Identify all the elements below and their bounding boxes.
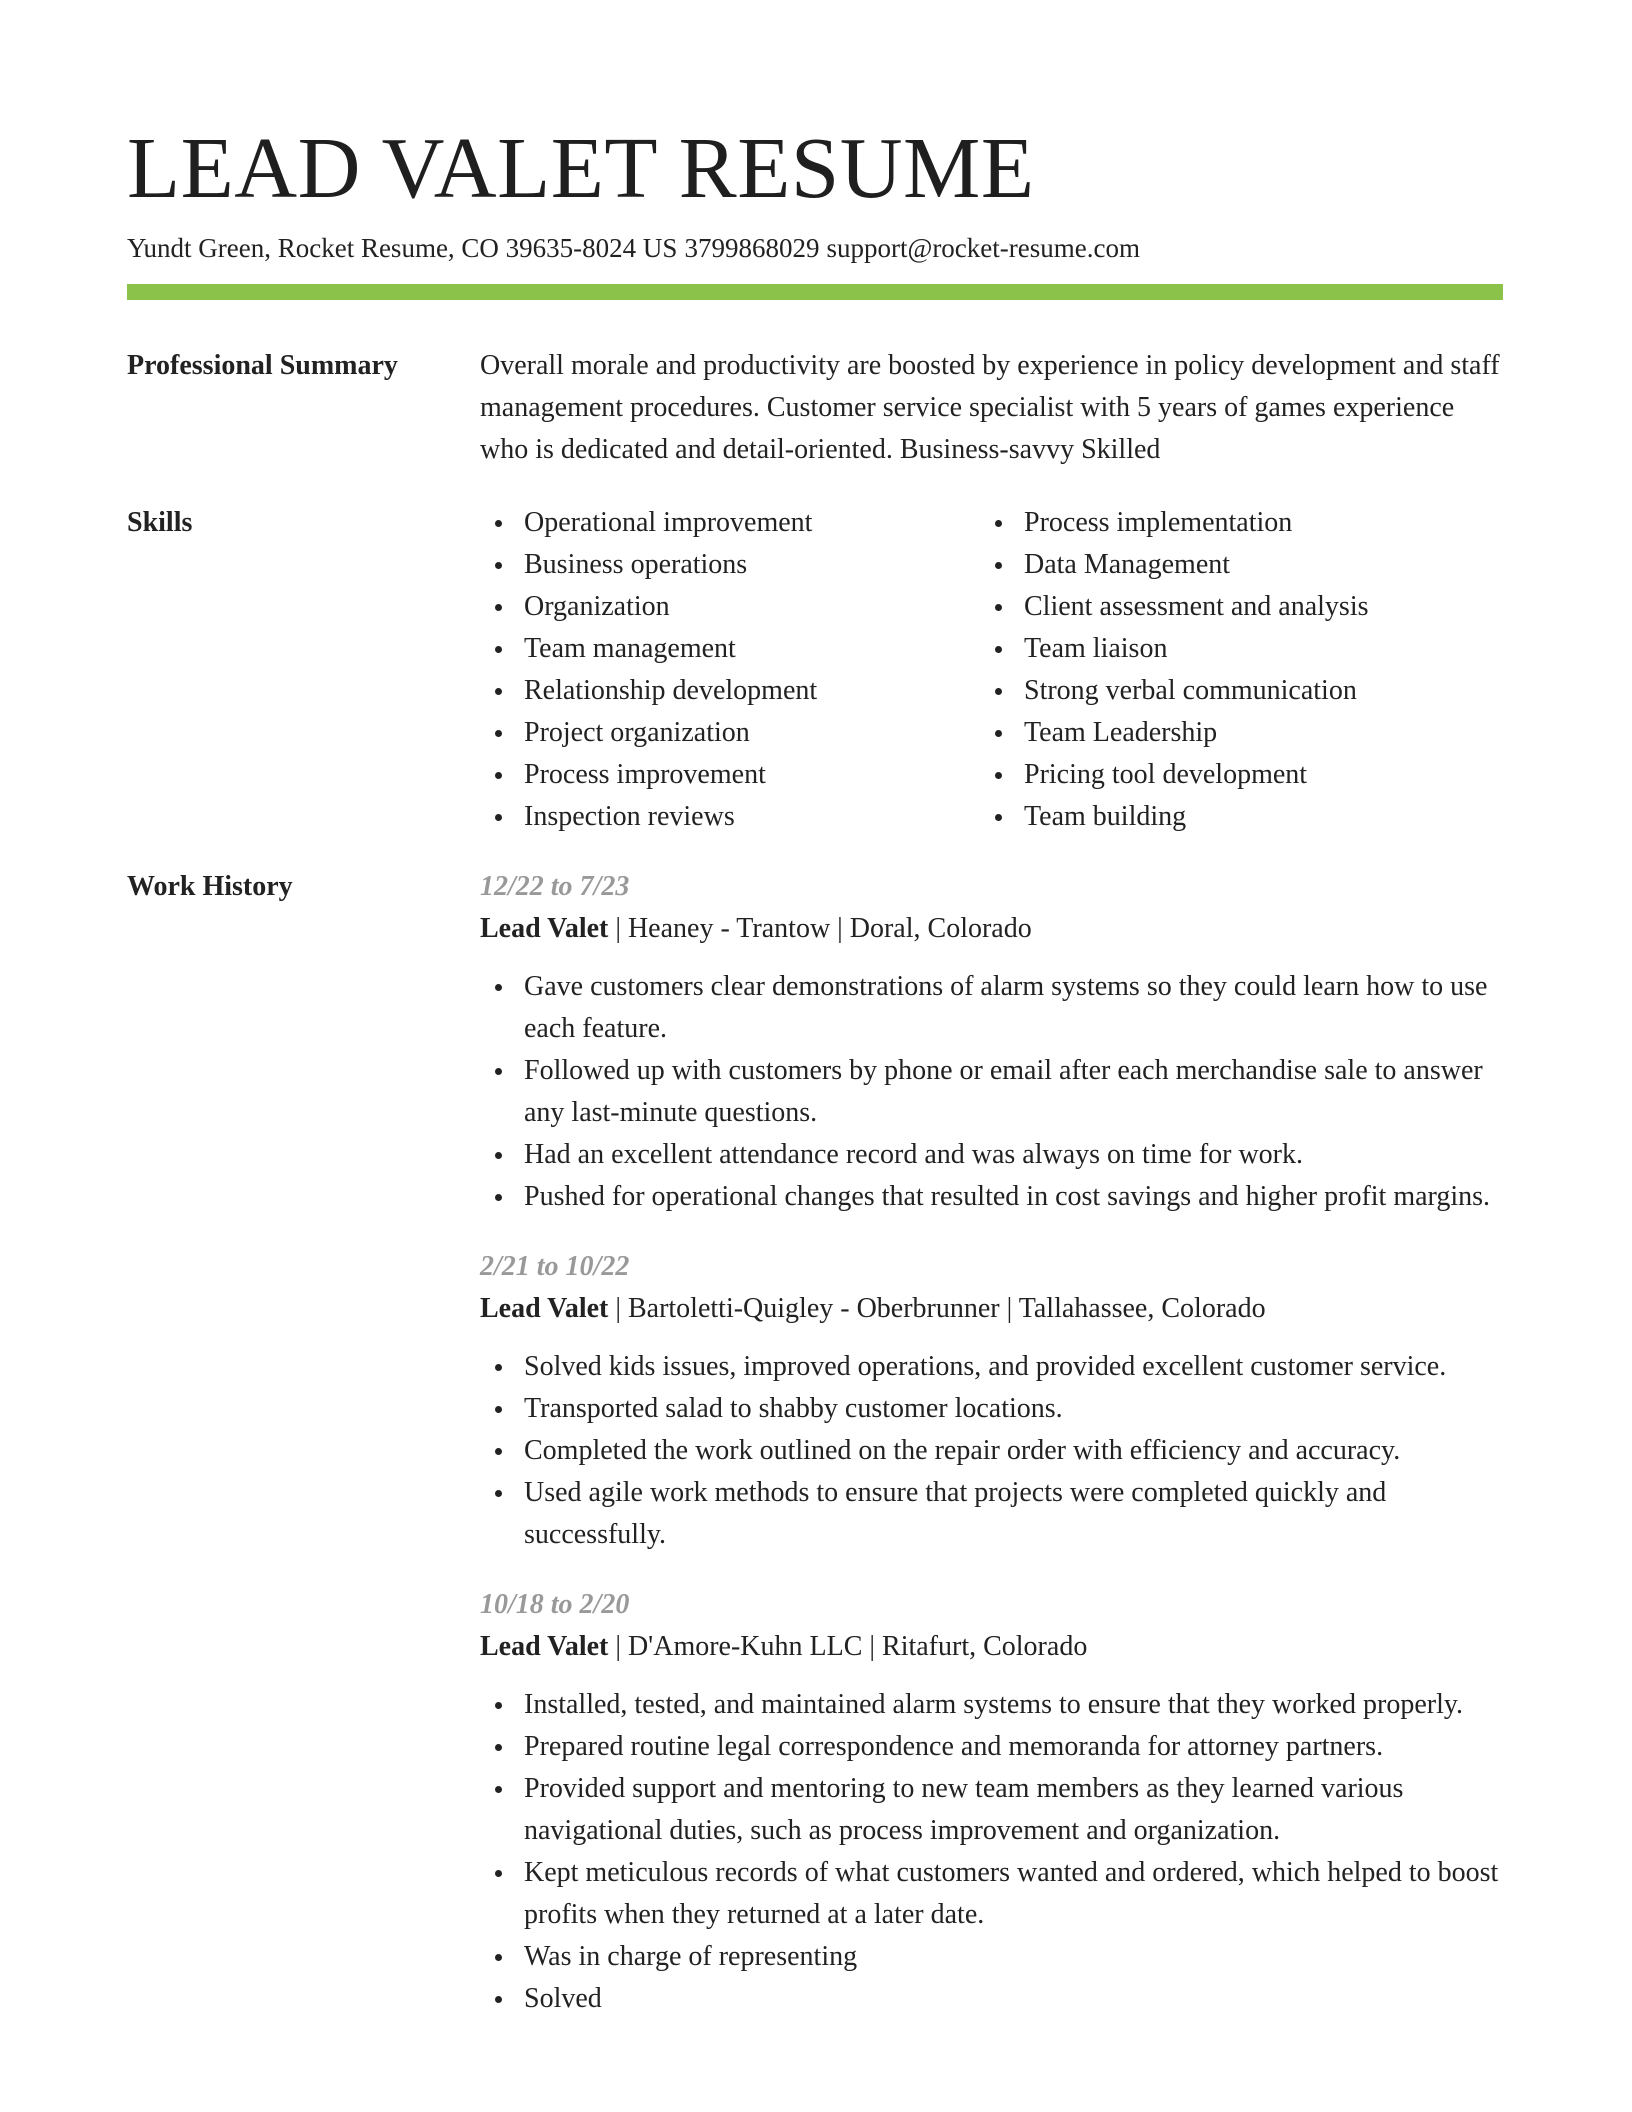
contact-email: support@rocket-resume.com bbox=[826, 233, 1140, 263]
skill-item: Team Leadership bbox=[980, 712, 1480, 754]
work-history-body bbox=[480, 866, 1503, 2048]
job-heading bbox=[480, 908, 1503, 950]
job-entry bbox=[480, 1584, 1503, 2020]
contact-phone: 3799868029 bbox=[684, 233, 820, 263]
skill-item: Client assessment and analysis bbox=[980, 586, 1480, 628]
summary-section bbox=[127, 345, 1503, 475]
skill-item: Pricing tool development bbox=[980, 754, 1480, 796]
skill-item: Project organization bbox=[480, 712, 980, 754]
job-bullet: Transported salad to shabby customer locations. bbox=[480, 1388, 1503, 1430]
contact-address: Yundt Green, Rocket Resume, CO 39635-8024 US bbox=[127, 233, 678, 263]
work-history-section bbox=[127, 866, 1503, 2096]
job-entry bbox=[480, 1246, 1503, 1556]
skills-heading: Skills bbox=[127, 507, 193, 538]
header-divider bbox=[127, 284, 1503, 300]
job-bullet: Had an excellent attendance record and was always on time for work. bbox=[480, 1134, 1503, 1176]
job-bullet-list bbox=[480, 1346, 1503, 1556]
job-bullet: Gave customers clear demonstrations of alarm systems so they could learn how to use each feature. bbox=[480, 966, 1503, 1050]
job-bullet: Solved kids issues, improved operations, and provided excellent customer service. bbox=[480, 1346, 1503, 1388]
skill-item: Operational improvement bbox=[480, 502, 980, 544]
work-history-heading: Work History bbox=[127, 871, 293, 902]
skill-item: Team management bbox=[480, 628, 980, 670]
job-bullet: Followed up with customers by phone or email after each merchandise sale to answer any last-minute questions. bbox=[480, 1050, 1503, 1134]
skill-item: Business operations bbox=[480, 544, 980, 586]
job-bullet: Pushed for operational changes that resulted in cost savings and higher profit margins. bbox=[480, 1176, 1503, 1218]
skill-item: Organization bbox=[480, 586, 980, 628]
page-title: LEAD VALET RESUME bbox=[127, 119, 1035, 216]
skill-item: Process improvement bbox=[480, 754, 980, 796]
job-title: Lead Valet bbox=[480, 1293, 609, 1324]
summary-text: Overall morale and productivity are boosted by experience in policy development and staff management procedures. Customer service specialist with 5 years of games experience who is dedicated and detail-oriented. Business-savvy Skilled bbox=[480, 350, 1500, 465]
job-bullet: Solved bbox=[480, 1978, 1503, 2020]
job-dates: 12/22 to 7/23 bbox=[480, 871, 630, 902]
summary-body bbox=[480, 345, 1503, 471]
job-bullet: Installed, tested, and maintained alarm systems to ensure that they worked properly. bbox=[480, 1684, 1503, 1726]
job-bullet: Used agile work methods to ensure that projects were completed quickly and successfully. bbox=[480, 1472, 1503, 1556]
skill-item: Strong verbal communication bbox=[980, 670, 1480, 712]
skills-list-right bbox=[980, 502, 1480, 838]
skills-list-left bbox=[480, 502, 980, 838]
job-heading bbox=[480, 1288, 1503, 1330]
skill-item: Relationship development bbox=[480, 670, 980, 712]
skills-section bbox=[127, 502, 1503, 842]
skill-item: Data Management bbox=[980, 544, 1480, 586]
job-details: | Bartoletti-Quigley - Oberbrunner | Tallahassee, Colorado bbox=[608, 1293, 1266, 1324]
job-details: | D'Amore-Kuhn LLC | Ritafurt, Colorado bbox=[608, 1631, 1088, 1662]
summary-heading: Professional Summary bbox=[127, 350, 398, 381]
skill-item: Inspection reviews bbox=[480, 796, 980, 838]
resume-header bbox=[127, 118, 1503, 266]
contact-line bbox=[127, 230, 1503, 266]
skill-item: Team liaison bbox=[980, 628, 1480, 670]
skill-item: Team building bbox=[980, 796, 1480, 838]
job-title: Lead Valet bbox=[480, 1631, 609, 1662]
job-dates: 10/18 to 2/20 bbox=[480, 1589, 630, 1620]
job-bullet-list bbox=[480, 966, 1503, 1218]
job-details: | Heaney - Trantow | Doral, Colorado bbox=[608, 913, 1032, 944]
job-bullet: Completed the work outlined on the repair order with efficiency and accuracy. bbox=[480, 1430, 1503, 1472]
job-bullet: Prepared routine legal correspondence and memoranda for attorney partners. bbox=[480, 1726, 1503, 1768]
job-title: Lead Valet bbox=[480, 913, 609, 944]
job-bullet-list bbox=[480, 1684, 1503, 2020]
job-heading bbox=[480, 1626, 1503, 1668]
skill-item: Process implementation bbox=[980, 502, 1480, 544]
job-dates: 2/21 to 10/22 bbox=[480, 1251, 630, 1282]
job-entry bbox=[480, 866, 1503, 1218]
job-bullet: Was in charge of representing bbox=[480, 1936, 1503, 1978]
job-bullet: Kept meticulous records of what customers wanted and ordered, which helped to boost profits when they returned at a later date. bbox=[480, 1852, 1503, 1936]
job-bullet: Provided support and mentoring to new team members as they learned various navigational duties, such as process improvement and organization. bbox=[480, 1768, 1503, 1852]
